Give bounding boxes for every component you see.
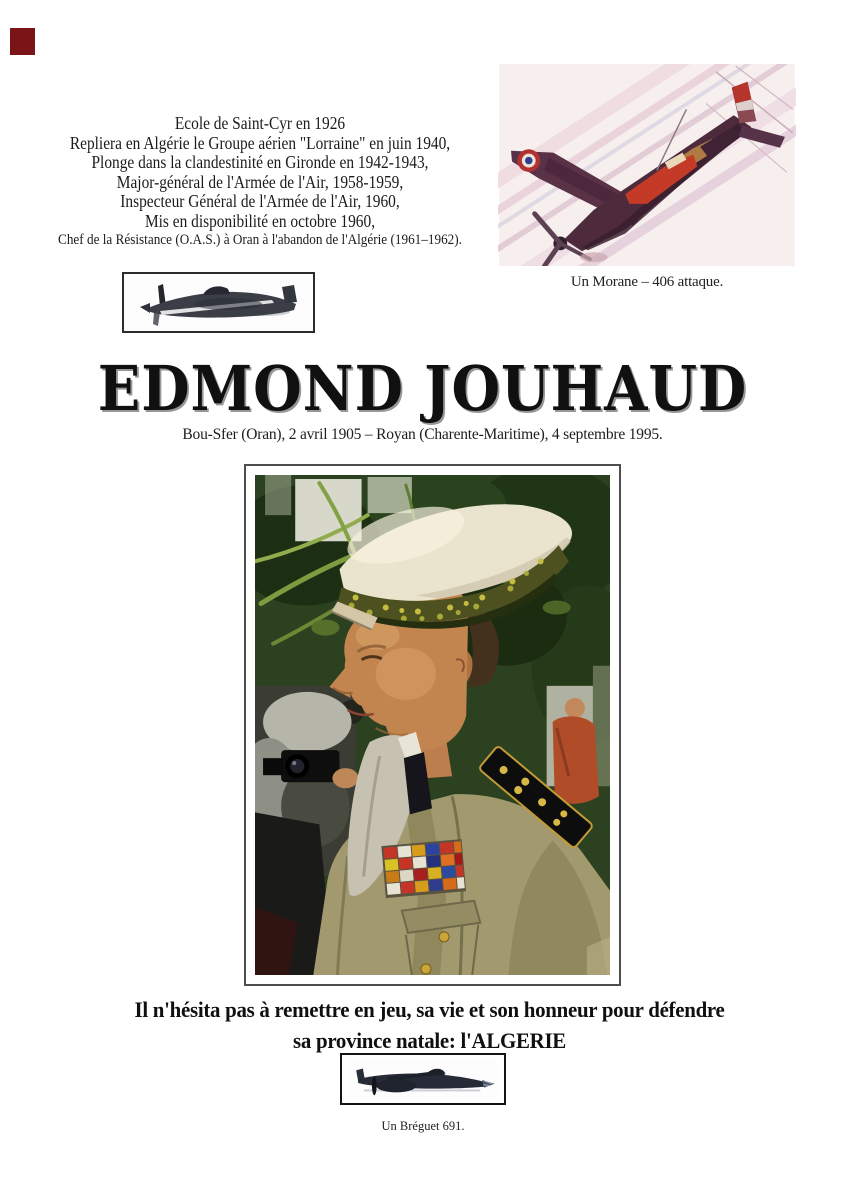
morane-figure [498, 64, 796, 291]
bio-line: Chef de la Résistance (O.A.S.) à Oran à l'abandon de l'Algérie (1961–1962). [58, 232, 462, 248]
bio-line: Inspecteur Général de l'Armée de l'Air, 1960, [120, 191, 400, 211]
portrait-photo-frame [244, 464, 621, 986]
bio-line: Major-général de l'Armée de l'Air, 1958-1959, [116, 171, 404, 192]
closing-line-2: sa province natale: l'ALGERIE [293, 1028, 566, 1053]
bio-text [58, 114, 463, 251]
morane-406-illustration [498, 64, 796, 266]
closing-line-1: Il n'hésita pas à remettre en jeu, sa vie et son honneur pour défendre [134, 997, 725, 1022]
birth-death-subtitle: Bou-Sfer (Oran), 2 avril 1905 – Royan (Charente-Maritime), 4 septembre 1995. [182, 426, 663, 443]
breguet-figure [340, 1053, 506, 1105]
side-plane-figure [122, 272, 315, 333]
breguet-caption: Un Bréguet 691. [381, 1119, 465, 1133]
portrait-photo [255, 475, 610, 975]
morane-caption: Un Morane – 406 attaque. [570, 274, 724, 290]
bio-line: Ecole de Saint-Cyr en 1926 [174, 113, 346, 133]
bio-line: Plonge dans la clandestinité en Gironde en 1942-1943, [91, 152, 429, 172]
closing-statement [21, 994, 837, 1056]
fighter-plane-image [124, 274, 313, 331]
corner-mark [10, 28, 35, 55]
bio-line: Mis en disponibilité en octobre 1960, [144, 210, 376, 231]
bio-line: Repliera en Algérie le Groupe aérien "Lorraine" en juin 1940, [69, 132, 451, 153]
breguet-691-image [345, 1058, 501, 1100]
page-title: EDMOND JOUHAUD [97, 352, 748, 425]
